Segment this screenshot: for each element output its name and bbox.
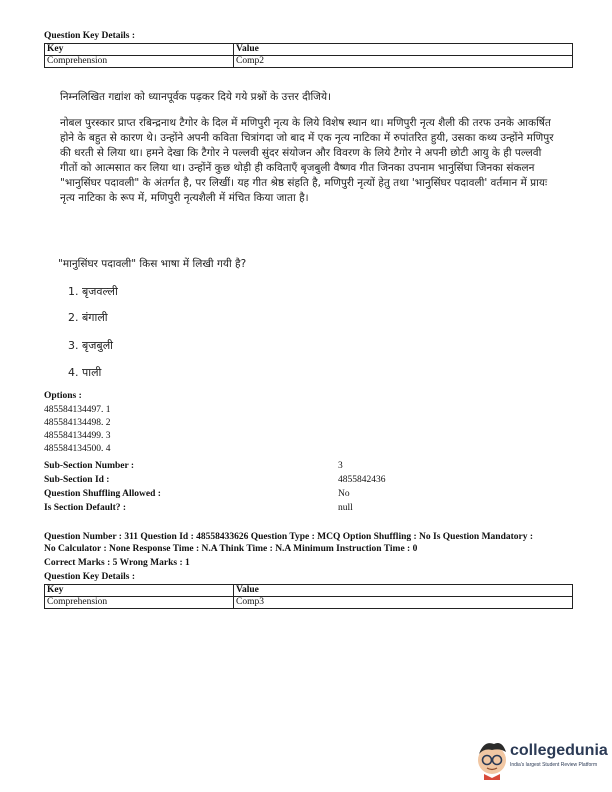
passage-text: नोबल पुरस्कार प्राप्त रबिन्द्रनाथ टैगोर के दिल में मणिपुरी नृत्य के लिये विशेष स्थान था। मणिपुरी नृत्य शैली की तरफ उनके आकर्षित होने के बहुत से कारण थे। उन्होंने अपनी कविता चित्रांगदा जो बाद में एक नृत्य नाटिका में रुपांतरित हुयी, उसका कथ्य उन्होंने मणिपुर की धरती से लिया था। हमने देखा कि टैगोर ने पल्लवी सुंदर संयोजन और विवरण के लिये टैगोर ने अपनी छोटी आयु के ही पल्लवी गीतों को आत्मसात कर लिया था। उन्होंनें कुछ थोड़ी ही कविताएँ बृजबुली वैष्णव गीत जिनका उपनाम भानुसिंघा जिनका संकलन "भानुसिंघर पदावली" के अंतर्गत है, पर लिखीं। यह गीत श्रेष्ठ संहति है, मणिपुरी नृत्यों हेतु तथा 'भानुसिंघर पदावली' वर्तमान में प्रायः नृत्य नाटिका के रूप में, मणिपुरी नृत्यशैली में मंचित किया जाता है।: [60, 117, 554, 204]
key-header: Key: [45, 585, 234, 597]
key-details-table: [44, 43, 573, 68]
option-1: 1. बृजवल्ली: [68, 285, 118, 298]
key-cell: Comprehension: [45, 597, 234, 609]
section-default-label: Is Section Default? :: [44, 503, 127, 513]
options-title: Options :: [44, 391, 82, 401]
option-3: 3. बृजबुली: [68, 339, 114, 352]
question-text: "मानुसिंघर पदावली" किस भाषा में लिखी गयी है?: [58, 258, 247, 270]
subsection-number-value: 3: [338, 461, 343, 471]
value-header: Value: [234, 44, 573, 56]
passage-instruction: निम्नलिखित गद्यांश को ध्यानपूर्वक पढ़कर दिये गये प्रश्नों के उत्तर दीजिये।: [60, 91, 332, 103]
table-row: [45, 597, 573, 609]
option-2: 2. बंगाली: [68, 311, 108, 324]
option-id-4: 485584134500. 4: [44, 444, 111, 454]
table-header-row: [45, 585, 573, 597]
table-header-row: [45, 44, 573, 56]
key-details-title-2: Question Key Details :: [44, 572, 136, 582]
key-cell: Comprehension: [45, 56, 234, 68]
option-id-1: 485584134497. 1: [44, 405, 111, 415]
option-4: 4. पाली: [68, 366, 102, 379]
value-cell: Comp3: [234, 597, 573, 609]
question-meta-line1: Question Number : 311 Question Id : 48558433626 Question Type : MCQ Option Shuffling : No Is Question Mandatory :: [44, 532, 534, 542]
option-id-3: 485584134499. 3: [44, 431, 111, 441]
shuffle-value: No: [338, 489, 350, 499]
value-cell: Comp2: [234, 56, 573, 68]
question-meta-line2: No Calculator : None Response Time : N.A Think Time : N.A Minimum Instruction Time : 0: [44, 544, 418, 554]
subsection-id-value: 4855842436: [338, 475, 386, 485]
shuffle-label: Question Shuffling Allowed :: [44, 489, 161, 499]
logo-name: collegedunia: [510, 742, 608, 759]
option-id-2: 485584134498. 2: [44, 418, 111, 428]
subsection-number-label: Sub-Section Number :: [44, 461, 135, 471]
key-details-title: Question Key Details :: [44, 31, 136, 41]
subsection-id-label: Sub-Section Id :: [44, 475, 110, 485]
key-header: Key: [45, 44, 234, 56]
table-row: [45, 56, 573, 68]
value-header: Value: [234, 585, 573, 597]
logo-tagline: India's largest Student Review Platform: [510, 762, 598, 768]
marks-line: Correct Marks : 5 Wrong Marks : 1: [44, 558, 190, 568]
key-details-table-2: [44, 584, 573, 609]
section-default-value: null: [338, 503, 353, 513]
